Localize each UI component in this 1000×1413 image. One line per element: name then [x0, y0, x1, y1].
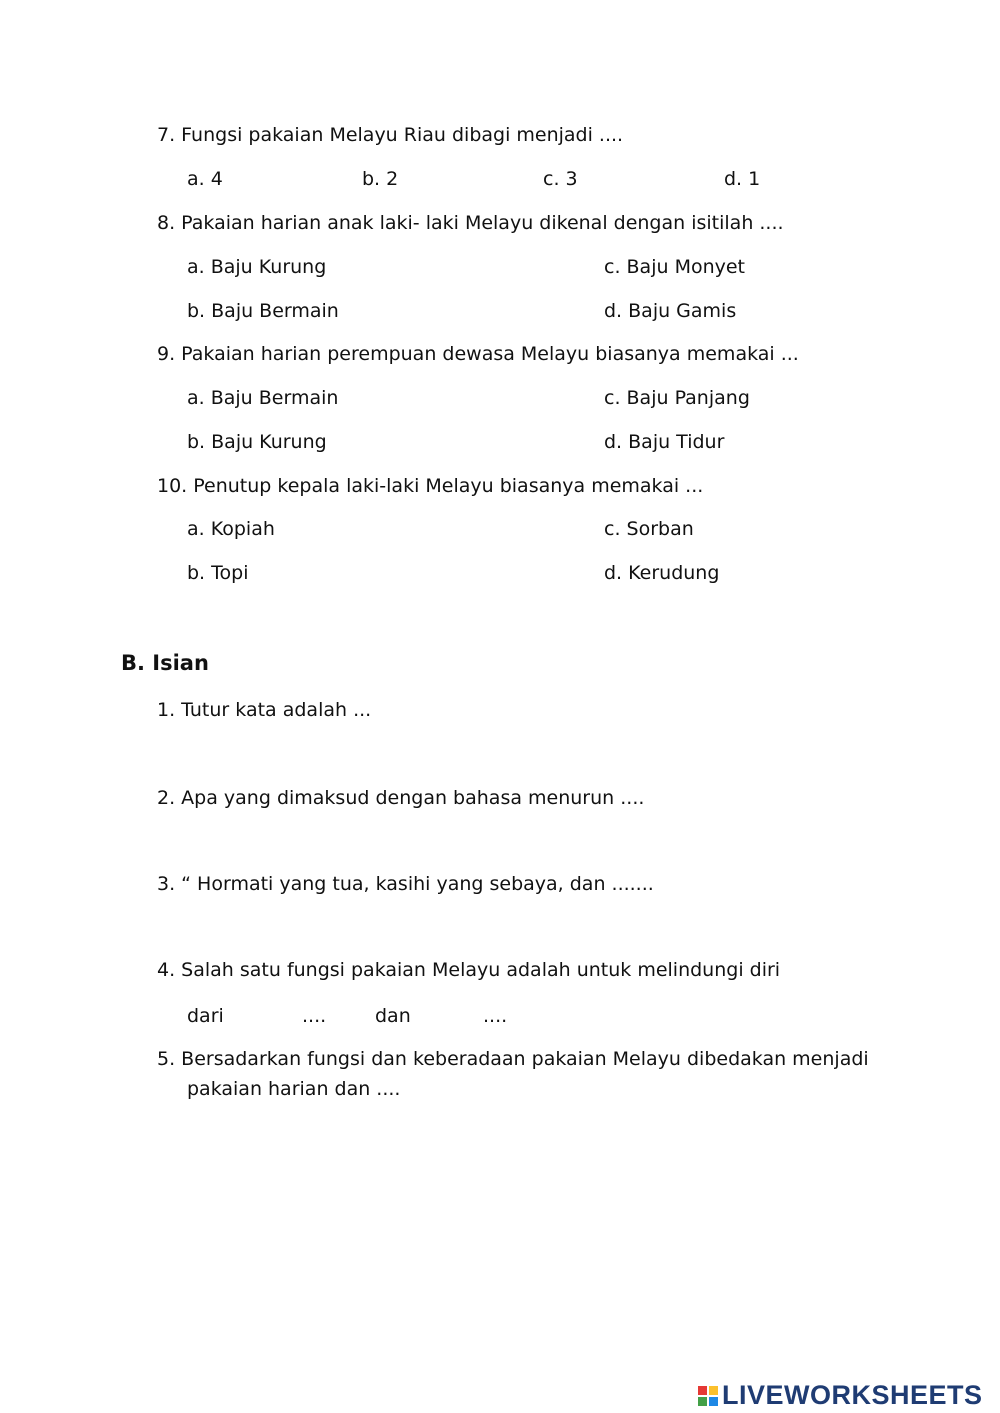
liveworksheets-logo [698, 1380, 983, 1411]
isian-question-1: 1. Tutur kata adalah ... [157, 699, 372, 721]
q10-option-a: a. Kopiah [187, 518, 275, 540]
q9-option-d: d. Baju Tidur [604, 431, 725, 453]
logo-text: LIVEWORKSHEETS [722, 1380, 983, 1410]
q4-word-dan: dan [375, 1005, 411, 1027]
q9-option-c: c. Baju Panjang [604, 387, 750, 409]
q10-option-d: d. Kerudung [604, 562, 720, 584]
q4-word-dari: dari [187, 1005, 224, 1027]
q8-option-a: a. Baju Kurung [187, 256, 327, 278]
q8-option-d: d. Baju Gamis [604, 300, 737, 322]
logo-square-blue [709, 1397, 718, 1406]
isian-question-2: 2. Apa yang dimaksud dengan bahasa menurun .... [157, 787, 645, 809]
logo-square-red [698, 1386, 707, 1395]
q4-blank-1: .... [302, 1005, 327, 1027]
q9-option-a: a. Baju Bermain [187, 387, 339, 409]
q10-option-c: c. Sorban [604, 518, 694, 540]
q7-option-b: b. 2 [362, 168, 399, 190]
logo-square-green [698, 1397, 707, 1406]
q5-continuation: pakaian harian dan .... [187, 1078, 401, 1100]
isian-question-5: 5. Bersadarkan fungsi dan keberadaan pakaian Melayu dibedakan menjadi [157, 1048, 869, 1070]
logo-square-yellow [709, 1386, 718, 1395]
q7-option-d: d. 1 [724, 168, 761, 190]
section-b-heading: B. Isian [121, 651, 209, 675]
question-8: 8. Pakaian harian anak laki- laki Melayu dikenal dengan isitilah .... [157, 212, 784, 234]
q8-option-b: b. Baju Bermain [187, 300, 339, 322]
logo-mark-icon [698, 1386, 718, 1406]
question-9: 9. Pakaian harian perempuan dewasa Melayu biasanya memakai ... [157, 343, 799, 365]
q9-option-b: b. Baju Kurung [187, 431, 327, 453]
question-10: 10. Penutup kepala laki-laki Melayu biasanya memakai ... [157, 475, 704, 497]
question-7: 7. Fungsi pakaian Melayu Riau dibagi menjadi .... [157, 124, 624, 146]
q7-option-a: a. 4 [187, 168, 223, 190]
q10-option-b: b. Topi [187, 562, 249, 584]
q4-blank-2: .... [483, 1005, 508, 1027]
q7-option-c: c. 3 [543, 168, 578, 190]
isian-question-3: 3. “ Hormati yang tua, kasihi yang sebaya, dan ....... [157, 873, 654, 895]
q8-option-c: c. Baju Monyet [604, 256, 746, 278]
isian-question-4: 4. Salah satu fungsi pakaian Melayu adalah untuk melindungi diri [157, 959, 781, 981]
